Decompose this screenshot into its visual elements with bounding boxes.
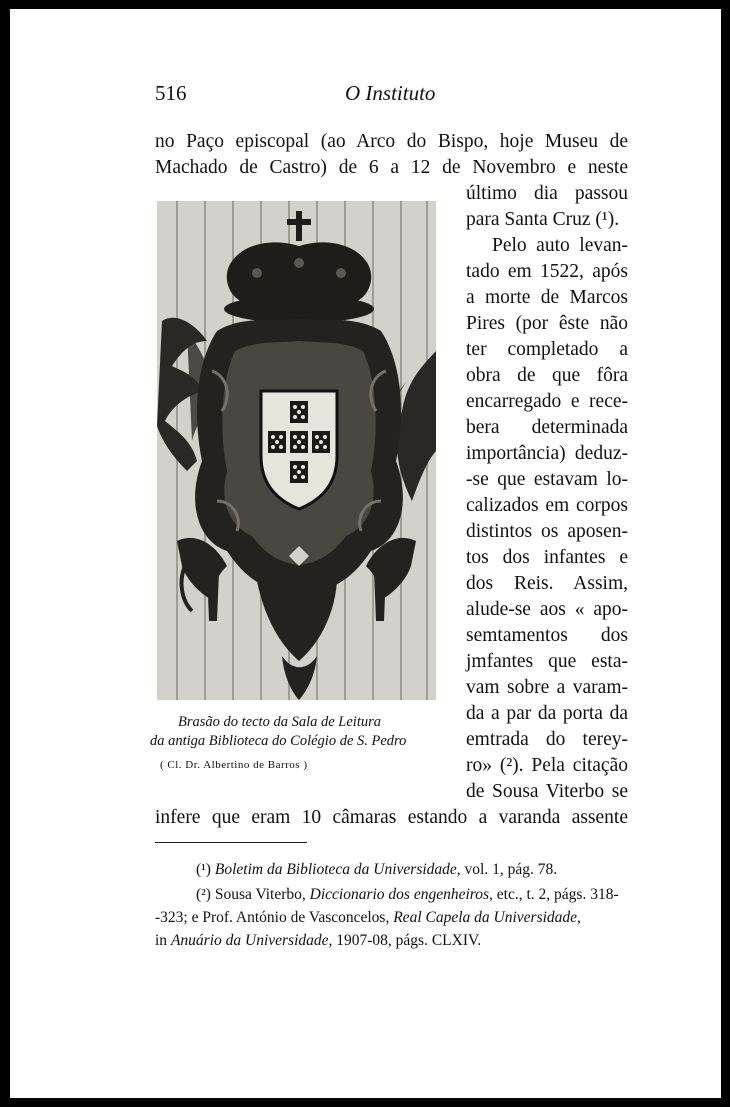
- body-line: dos Reis. Assim,: [466, 573, 628, 594]
- footnote-text: -323; e Prof. António de Vasconcelos,: [155, 909, 394, 926]
- figure-caption: da antiga Biblioteca do Colégio de S. Pedro: [150, 733, 407, 749]
- body-line: a morte de Marcos: [466, 287, 628, 308]
- footnote-text: 1907-08, págs. CLXIV.: [332, 932, 482, 949]
- body-line: ro» (²). Pela citação: [466, 755, 628, 776]
- body-line: -se que estavam lo-: [466, 469, 628, 490]
- body-line: no Paço episcopal (ao Arco do Bispo, hoje Museu de: [155, 131, 628, 152]
- footnote-title: Diccionario dos engenheiros,: [309, 886, 493, 903]
- page-number: 516: [155, 81, 187, 105]
- body-line: de Sousa Viterbo se: [466, 781, 628, 802]
- body-line: tado em 1522, após: [466, 261, 628, 282]
- footnote-marker: (²): [196, 886, 211, 903]
- footnote-1: [196, 861, 557, 879]
- footnote-2-line2: [155, 909, 581, 927]
- body-line: vam sobre a varam-: [466, 677, 628, 698]
- footnote-title: Real Capela da Universidade,: [393, 909, 581, 926]
- footnote-2-line1: [196, 886, 619, 904]
- footnote-marker: (¹): [196, 861, 211, 878]
- photo-credit: ( Cl. Dr. Albertino de Barros ): [160, 759, 308, 771]
- footnote-text: vol. 1, pág. 78.: [460, 861, 558, 878]
- body-line: encarregado e rece-: [466, 391, 628, 412]
- footnote-text: in: [155, 932, 171, 949]
- body-line: obra de que fôra: [466, 365, 628, 386]
- book-page: [10, 9, 721, 1098]
- body-line: Pires (por êste não: [466, 313, 628, 334]
- footnote-divider: [155, 842, 307, 843]
- body-line: ter completado a: [466, 339, 628, 360]
- coat-of-arms-photo: [157, 201, 436, 700]
- body-line: distintos os aposen-: [466, 521, 628, 542]
- figure-caption: Brasão do tecto da Sala de Leitura: [178, 714, 381, 730]
- body-line: calizados em corpos: [466, 495, 628, 516]
- body-line: emtrada do terey-: [466, 729, 628, 750]
- body-line: da a par da porta da: [466, 703, 628, 724]
- body-line: semtamentos dos: [466, 625, 628, 646]
- footnote-title: Anuário da Universidade,: [170, 932, 333, 949]
- body-line: jmfantes que esta-: [466, 651, 628, 672]
- body-line: importância) deduz-: [466, 443, 628, 464]
- running-title: O Instituto: [345, 81, 436, 105]
- body-line: alude-se aos « apo-: [466, 599, 628, 620]
- footnote-text: Sousa Viterbo,: [210, 886, 310, 903]
- body-line: para Santa Cruz (¹).: [466, 209, 620, 230]
- body-line: Pelo auto levan-: [492, 235, 628, 256]
- footnote-title: Boletim da Biblioteca da Universidade,: [214, 861, 461, 878]
- body-line: infere que eram 10 câmaras estando a varanda assente: [155, 807, 628, 828]
- body-line: tos dos infantes e: [466, 547, 628, 568]
- footnote-2-line3: [155, 932, 481, 950]
- body-line: bera determinada: [466, 417, 628, 438]
- body-line: último dia passou: [466, 183, 628, 204]
- footnote-text: etc., t. 2, págs. 318-: [492, 886, 619, 903]
- body-line: Machado de Castro) de 6 a 12 de Novembro e neste: [155, 157, 628, 178]
